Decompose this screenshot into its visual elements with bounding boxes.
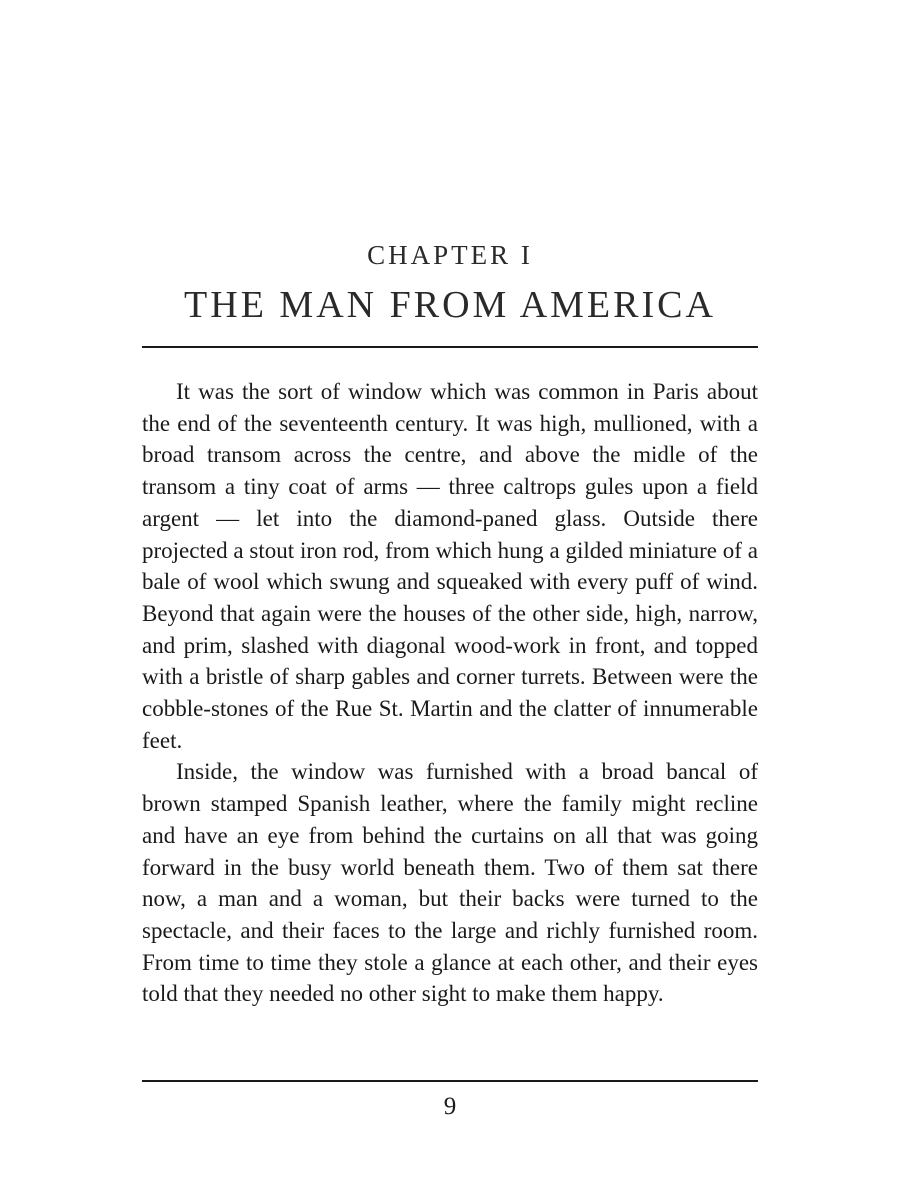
- paragraph-2: Inside, the window was furnished with a broad bancal of brown stamped Spanish leather, where the family might recline and have an eye from behind the curtains on all that was going forward in the busy world beneath them. Two of them sat there now, a man and a woman, but their backs were turned to the spectacle, and their faces to the large and richly furnished room. From time to time they stole a glance at each other, and their eyes told that they needed no other sight to make them happy.: [142, 759, 758, 1007]
- header-rule: [142, 346, 758, 348]
- chapter-number: CHAPTER I: [367, 240, 533, 270]
- footer-rule: [142, 1080, 758, 1082]
- chapter-body: [142, 376, 758, 1010]
- chapter-title: THE MAN FROM AMERICA: [184, 284, 716, 326]
- paragraph-1: It was the sort of window which was common in Paris about the end of the seventeenth century. It was high, mullioned, with a broad transom across the centre, and above the midle of the transom a tiny coat of arms — three caltrops gules upon a field argent — let into the diamond-paned glass. Outside there projected a stout iron rod, from which hung a gilded miniature of a bale of wool which swung and squeaked with every puff of wind. Beyond that again were the houses of the other side, high, narrow, and prim, slashed with diagonal wood-work in front, and topped with a bristle of sharp gables and corner turrets. Between were the cobble-stones of the Rue St. Martin and the clatter of innumerable feet.: [142, 379, 758, 753]
- page-number: 9: [443, 1093, 457, 1120]
